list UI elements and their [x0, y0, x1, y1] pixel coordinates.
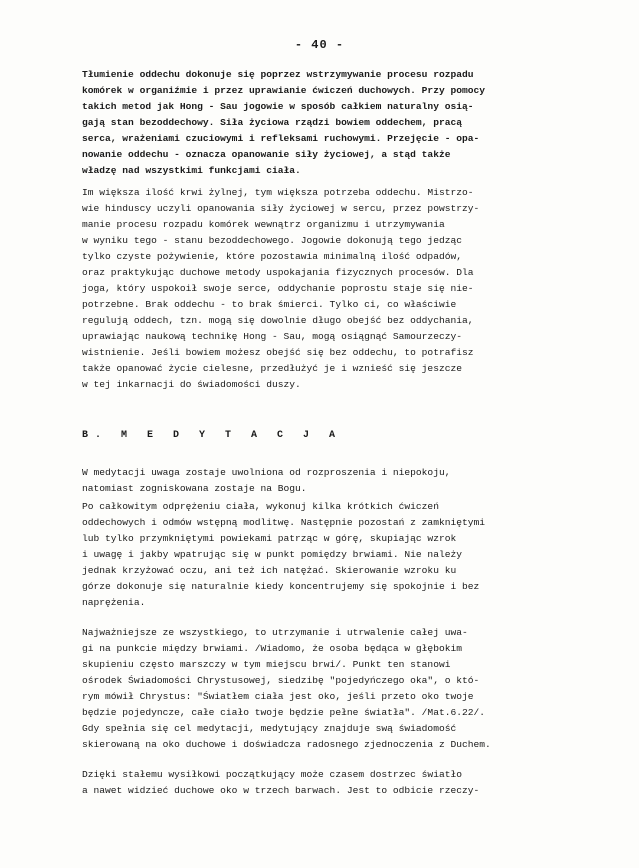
- paragraph-5-line: Gdy spełnia się cel medytacji, medytujący znajduje swą świadomość: [82, 723, 457, 734]
- paragraph-2-line: także opanować życie cielesne, przedłużyć je i wznieść się jeszcze: [82, 363, 462, 374]
- paragraph-1-line: gają stan bezoddechowy. Siła życiowa rządzi bowiem oddechem, pracą: [82, 117, 462, 128]
- paragraph-4-line: lub tylko przymkniętymi powiekami patrząc w górę, skupiając wzrok: [82, 533, 457, 544]
- paragraph-5-line: gi na punkcie między brwiami. /Wiadomo, że osoba będąca w głębokim: [82, 643, 462, 654]
- paragraph-2-line: uprawiając naukową technikę Hong - Sau, mogą osiągnąć Samourzeczy-: [82, 331, 462, 342]
- paragraph-4-line: naprężenia.: [82, 597, 146, 608]
- paragraph-2-line: potrzebne. Brak oddechu - to brak śmierci. Tylko ci, co właściwie: [82, 299, 457, 310]
- paragraph-4-line: górze dokonuje się naturalnie kiedy koncentrujemy się spokojnie i bez: [82, 581, 480, 592]
- paragraph-5-line: będzie pojedyncze, całe ciało twoje będzie pełne światła". /Mat.6.22/.: [82, 707, 486, 718]
- paragraph-4-line: oddechowych i odmów wstępną modlitwę. Następnie pozostań z zamkniętymi: [82, 517, 486, 528]
- paragraph-5-line: rym mówił Chrystus: "Światłem ciała jest oko, jeśli przeto oko twoje: [82, 691, 474, 702]
- paragraph-4-line: i uwagę i jakby wpatrując się w punkt pomiędzy brwiami. Nie należy: [82, 549, 462, 560]
- paragraph-2-line: wistnienie. Jeśli bowiem możesz obejść się bez oddechu, to potrafisz: [82, 347, 474, 358]
- paragraph-3-line: natomiast zogniskowana zostaje na Bogu.: [82, 483, 307, 494]
- paragraph-1-line: serca, wrażeniami czuciowymi i refleksami ruchowymi. Przejęcie - opa-: [82, 133, 480, 144]
- paragraph-5-line: ośrodek Świadomości Chrystusowej, siedzibę "pojedyńczego oka", o któ-: [82, 675, 480, 686]
- paragraph-2-line: manie procesu rozpadu komórek wewnątrz organizmu i utrzymywania: [82, 219, 445, 230]
- paragraph-2-line: regulują oddech, tzn. mogą się dowolnie długo obejść bez oddychania,: [82, 315, 474, 326]
- paragraph-1-line: władzę nad wszystkimi funkcjami ciała.: [82, 165, 301, 176]
- paragraph-4-line: jednak krzyżować oczu, ani też ich natężać. Skierowanie wzroku ku: [82, 565, 457, 576]
- paragraph-1-line: komórek w organiźmie i przez uprawianie ćwiczeń duchowych. Przy pomocy: [82, 85, 486, 96]
- paragraph-2-line: tylko czyste pożywienie, które pozostawia minimalną ilość odpadów,: [82, 251, 462, 262]
- paragraph-1-line: takich metod jak Hong - Sau jogowie w sposób całkiem naturalny osią-: [82, 101, 474, 112]
- paragraph-5-line: skupieniu często marszczy w tym miejscu brwi/. Punkt ten stanowi: [82, 659, 451, 670]
- paragraph-1-line: Tłumienie oddechu dokonuje się poprzez wstrzymywanie procesu rozpadu: [82, 69, 474, 80]
- paragraph-3-line: W medytacji uwaga zostaje uwolniona od rozproszenia i niepokoju,: [82, 467, 451, 478]
- paragraph-2-line: joga, który uspokoił swoje serce, oddychanie poprostu staje się nie-: [82, 283, 474, 294]
- paragraph-2-line: oraz praktykując duchowe metody uspokajania fizycznych procesów. Dla: [82, 267, 474, 278]
- paragraph-2-line: w wyniku tego - stanu bezoddechowego. Jogowie dokonują tego jedząc: [82, 235, 462, 246]
- paragraph-5-line: Dzięki stałemu wysiłkowi początkujący może czasem dostrzec światło: [82, 769, 462, 780]
- paragraph-5-line: Najważniejsze ze wszystkiego, to utrzymanie i utrwalenie całej uwa-: [82, 627, 468, 638]
- paragraph-1-line: nowanie oddechu - oznacza opanowanie siły życiowej, a stąd także: [82, 149, 451, 160]
- paragraph-2-line: Im większa ilość krwi żylnej, tym większa potrzeba oddechu. Mistrzo-: [82, 187, 474, 198]
- paragraph-5-line: skierowaną na oko duchowe i doświadcza radosnego zjednoczenia z Duchem.: [82, 739, 491, 750]
- paragraph-2-line: wie hinduscy uczyli opanowania siły życiowej w sercu, przez powstrzy-: [82, 203, 480, 214]
- paragraph-4-line: Po całkowitym odprężeniu ciała, wykonuj kilka krótkich ćwiczeń: [82, 501, 439, 512]
- paragraph-5-line: a nawet widzieć duchowe oko w trzech barwach. Jest to odbicie rzeczy-: [82, 785, 480, 796]
- paragraph-2-line: w tej inkarnacji do świadomości duszy.: [82, 379, 301, 390]
- page-number: - 40 -: [294, 38, 345, 52]
- section-heading: B. M E D Y T A C J A: [82, 430, 343, 441]
